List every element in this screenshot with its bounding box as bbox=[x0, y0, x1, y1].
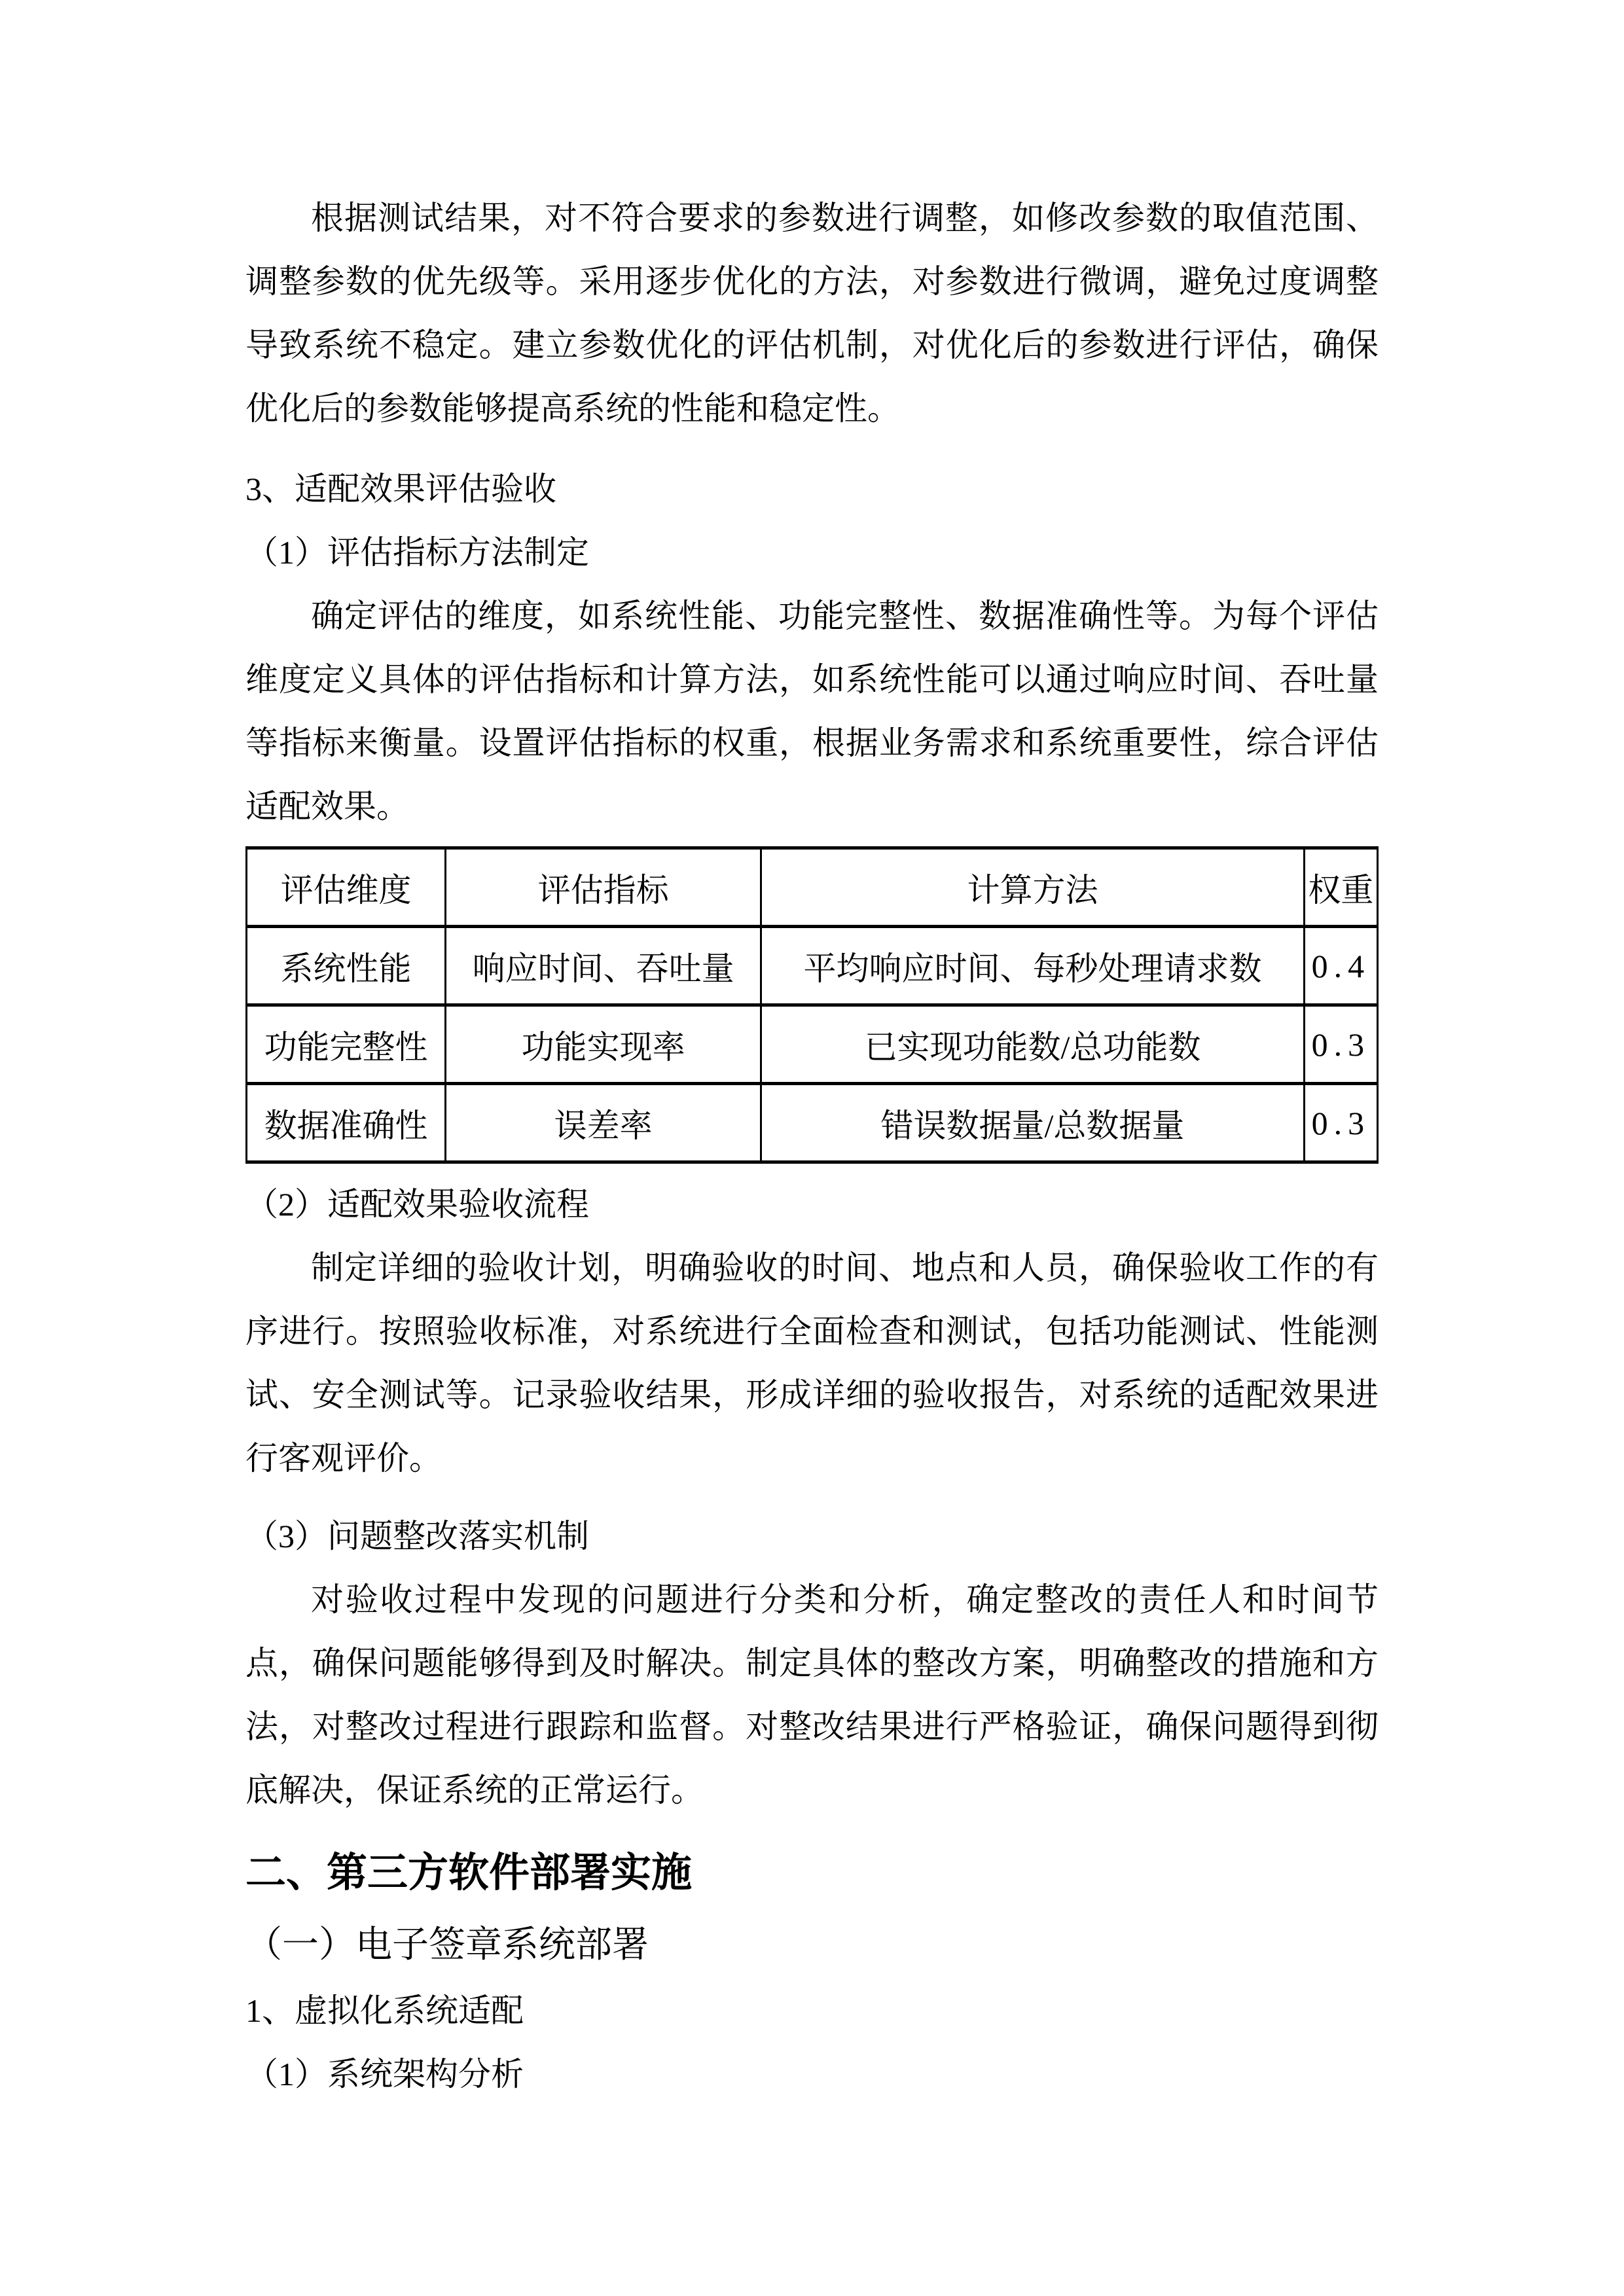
heading-issue-rectification: （3）问题整改落实机制 bbox=[245, 1518, 589, 1554]
table-cell-weight: 0.4 bbox=[1304, 927, 1377, 1005]
table-cell-metric: 响应时间、吞吐量 bbox=[446, 927, 761, 1005]
table-header-metric: 评估指标 bbox=[446, 848, 761, 927]
table-cell-weight: 0.3 bbox=[1304, 1084, 1377, 1162]
table-row bbox=[247, 1084, 1378, 1162]
paragraph-acceptance-plan: 制定详细的验收计划，明确验收的时间、地点和人员，确保验收工作的有序进行。按照验收标准，对系统进行全面检查和测试，包括功能测试、性能测试、安全测试等。记录验收结果，形成详细的验收报告，对系统的适配效果进行客观评价。 bbox=[245, 1249, 1379, 1477]
heading-evaluation-metric-method: （1）评估指标方法制定 bbox=[245, 534, 589, 571]
paragraph-issue-rectification: 对验收过程中发现的问题进行分类和分析，确定整改的责任人和时间节点，确保问题能够得到及时解决。制定具体的整改方案，明确整改的措施和方法，对整改过程进行跟踪和监督。对整改结果进行严格验证，确保问题得到彻底解决，保证系统的正常运行。 bbox=[245, 1581, 1379, 1808]
paragraph-parameter-optimization: 根据测试结果，对不符合要求的参数进行调整，如修改参数的取值范围、调整参数的优先级等。采用逐步优化的方法，对参数进行微调，避免过度调整导致系统不稳定。建立参数优化的评估机制，对优化后的参数进行评估，确保优化后的参数能够提高系统的性能和稳定性。 bbox=[245, 200, 1379, 427]
evaluation-table bbox=[245, 846, 1379, 1164]
heading-acceptance-process: （2）适配效果验收流程 bbox=[245, 1186, 589, 1223]
table-cell-metric: 功能实现率 bbox=[446, 1005, 761, 1084]
heading-virtualization-adaptation: 1、虚拟化系统适配 bbox=[245, 1992, 524, 2029]
table-cell-weight: 0.3 bbox=[1304, 1005, 1377, 1084]
table-cell-calculation: 错误数据量/总数据量 bbox=[761, 1084, 1304, 1162]
paragraph-evaluation-metrics: 确定评估的维度，如系统性能、功能完整性、数据准确性等。为每个评估维度定义具体的评估指标和计算方法，如系统性能可以通过响应时间、吞吐量等指标来衡量。设置评估指标的权重，根据业务需求和系统重要性，综合评估适配效果。 bbox=[245, 598, 1379, 825]
table-row bbox=[247, 927, 1378, 1005]
table-cell-calculation: 平均响应时间、每秒处理请求数 bbox=[761, 927, 1304, 1005]
table-cell-dimension: 数据准确性 bbox=[247, 1084, 446, 1162]
heading-third-party-deployment: 二、第三方软件部署实施 bbox=[245, 1851, 693, 1895]
table-cell-calculation: 已实现功能数/总功能数 bbox=[761, 1005, 1304, 1084]
heading-adaptation-evaluation: 3、适配效果评估验收 bbox=[245, 471, 556, 507]
table-cell-dimension: 功能完整性 bbox=[247, 1005, 446, 1084]
table-header-weight: 权重 bbox=[1304, 848, 1377, 927]
table-cell-metric: 误差率 bbox=[446, 1084, 761, 1162]
table-row bbox=[247, 1005, 1378, 1084]
heading-esignature-deployment: （一）电子签章系统部署 bbox=[245, 1925, 649, 1965]
table-header-calculation: 计算方法 bbox=[761, 848, 1304, 927]
table-header-dimension: 评估维度 bbox=[247, 848, 446, 927]
table-header-row bbox=[247, 848, 1378, 927]
table-cell-dimension: 系统性能 bbox=[247, 927, 446, 1005]
heading-system-architecture-analysis: （1）系统架构分析 bbox=[245, 2056, 524, 2092]
